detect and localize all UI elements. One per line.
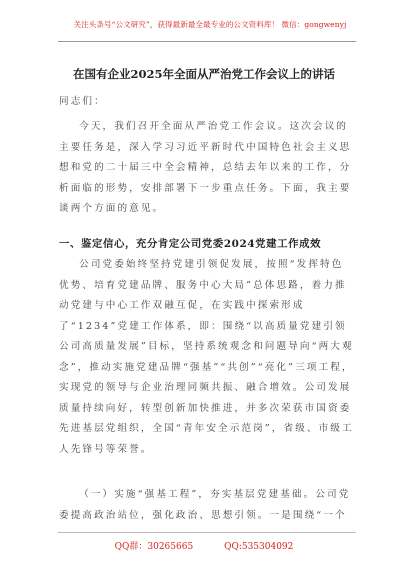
footer-divider [58,532,356,533]
salutation: 同志们： [59,96,106,107]
section-heading: 一、鉴定信心，充分肯定公司党委2024党建工作成效 [59,238,322,250]
footer-qq-group: QQ群：30265665 [114,542,194,552]
header-banner: 关注头条号“公文研究”，获得最新最全最专业的公文资料库！ 微信：gongwenyj [73,20,347,29]
footer-qq: QQ:535304092 [224,542,294,552]
document-title: 在国有企业2025年全面从严治党工作会议上的讲话 [72,67,335,81]
header-divider [58,41,356,42]
intro-paragraph: 今天，我们召开全面从严治党工作会议。这次会议的主要任务是，深入学习习近平新时代中国特色社会主义思想和党的二十届三中全会精神，总结去年以来的工作，分析面临的形势，安排部署下一步重点任务。下面，我主要谈两个方面的意见。 [59,121,352,214]
section-paragraph: 公司党委始终坚持党建引领促发展，按照“发挥特色优势、培育党建品牌、服务中心大局”总体思路，着力推动党建与中心工作双融互促，在实践中探索形成了“1234”党建工作体系，即：围绕“以高质量党建引领公司高质量发展”目标，坚持系统观念和问题导向“两大观念”，推动实施党建品牌“强基”“共创”“亮化”三项工程，实现党的领导与企业治理同频共振、融合增效。公司发展质量持续向好，转型创新加快推进，并多次荣获市国资委先进基层党组织，全国“青年安全示范岗”，省级、市级工人先锋号等荣誉。 [59,259,354,455]
footer [0,539,408,552]
subsection-paragraph: （一）实施“强基工程”，夯实基层党建基础。公司党委提高政治站位，强化政治、思想引领。一是围绕“一个 [59,489,351,521]
